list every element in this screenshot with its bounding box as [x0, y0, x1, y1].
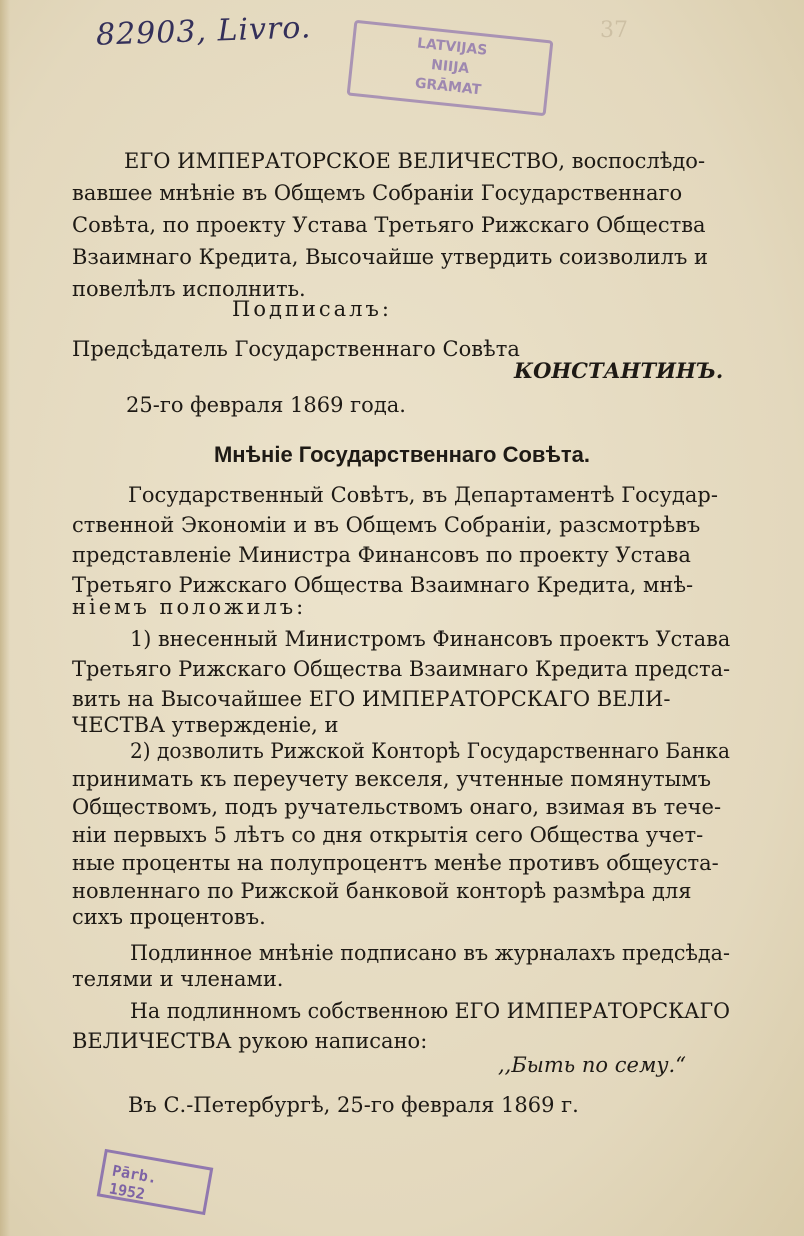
item1-line: 1) внесенный Министромъ Финансовъ проектъ Устава [130, 627, 731, 651]
journal-line: телями и членами. [72, 967, 284, 991]
intro-line: ніемъ положилъ: [72, 595, 307, 619]
item2-line: Обществомъ, подъ ручательствомъ онаго, взимая въ тече- [72, 795, 722, 819]
approval-line: Взаимнаго Кредита, Высочайше утвердить соизволилъ и [72, 245, 709, 269]
original-note-line: ВЕЛИЧЕСТВА рукою написано: [72, 1029, 428, 1053]
signed-label: Подписалъ: [232, 297, 392, 321]
item2-line: новленнаго по Рижской банковой конторѣ размѣра для [72, 879, 692, 903]
original-note-line: На подлинномъ собственною ЕГО ИМПЕРАТОРСКАГО [130, 999, 731, 1023]
stamp-line: GRĀMAT [414, 75, 482, 99]
library-stamp [347, 20, 554, 116]
intro-line: Третьяго Рижскаго Общества Взаимнаго Кредита, мнѣ- [72, 573, 694, 597]
place-date: Въ С.-Петербургѣ, 25-го февраля 1869 г. [128, 1093, 579, 1117]
imperial-resolution: ,,Быть по сему.“ [498, 1053, 686, 1077]
signatory-position: Предсѣдатель Государственнаго Совѣта [72, 337, 520, 361]
item2-line: 2) дозволить Рижской Конторѣ Государственнаго Банка [130, 739, 730, 763]
item1-line: вить на Высочайшее ЕГО ИМПЕРАТОРСКАГО ВЕЛИ- [72, 687, 671, 711]
approval-line: повелѣлъ исполнить. [72, 277, 306, 301]
item2-line: сихъ процентовъ. [72, 905, 266, 929]
item2-line: ные проценты на полупроцентъ менѣе противъ общеуста- [72, 851, 719, 875]
page-edge [0, 0, 10, 1236]
intro-line: ственной Экономіи и въ Общемъ Собраніи, разсмотрѣвъ [72, 513, 701, 537]
approval-line: Совѣта, по проекту Устава Третьяго Рижскаго Общества [72, 213, 706, 237]
signature-date: 25-го февраля 1869 года. [126, 393, 406, 417]
verification-stamp: Pārb. 1952 [97, 1149, 214, 1215]
item2-line: принимать къ переучету векселя, учтенные помянутымъ [72, 767, 711, 791]
approval-line: вавшее мнѣніе въ Общемъ Собраніи Государственнаго [72, 181, 683, 205]
signatory-name: КОНСТАНТИНЪ. [514, 358, 724, 383]
handwritten-shelfmark: 82903, Livro. [95, 10, 312, 53]
item1-line: ЧЕСТВА утвержденіе, и [72, 713, 339, 737]
approval-line: ЕГО ИМПЕРАТОРСКОЕ ВЕЛИЧЕСТВО, воспослѣдо- [124, 149, 706, 173]
faint-number: 37 [600, 18, 628, 43]
opinion-title: Мнѣніе Государственнаго Совѣта. [213, 442, 591, 467]
journal-line: Подлинное мнѣніе подписано въ журналахъ предсѣда- [130, 941, 730, 965]
intro-line: Государственный Совѣтъ, въ Департаментѣ Государ- [128, 483, 718, 507]
stamp-line: NIIJA [430, 57, 470, 77]
item2-line: ніи первыхъ 5 лѣтъ со дня открытія сего Общества учет- [72, 823, 704, 847]
intro-line: представленіе Министра Финансовъ по проекту Устава [72, 543, 691, 567]
stamp-line: LATVIJAS [416, 35, 489, 59]
item1-line: Третьяго Рижскаго Общества Взаимнаго Кредита предста- [72, 657, 731, 681]
